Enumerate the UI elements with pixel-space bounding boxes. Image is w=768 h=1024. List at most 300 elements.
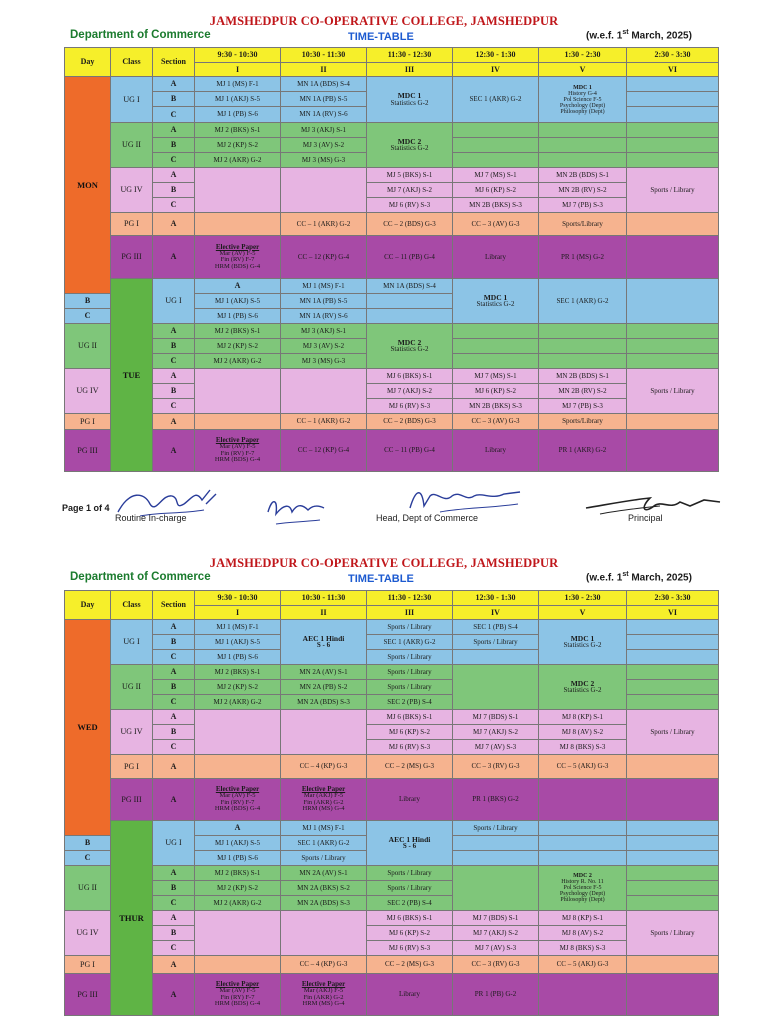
cell-mdc: MDC 1 Statistics G-2 (453, 279, 539, 324)
cell-empty (453, 339, 539, 354)
section-label: C (153, 695, 195, 710)
section-label: B (153, 92, 195, 107)
cell-empty (453, 153, 539, 168)
cell-empty (195, 213, 281, 236)
cell: MJ 8 (KP) S-1 (539, 710, 627, 725)
cell-empty (281, 369, 367, 414)
cell-empty (453, 836, 539, 851)
class-label: UG IV (111, 710, 153, 755)
cell-empty (627, 956, 719, 974)
cell-empty (281, 710, 367, 755)
cell: CC – 2 (MS) G-3 (367, 956, 453, 974)
cell: MJ 6 (KP) S-2 (367, 926, 453, 941)
header-period: III (367, 606, 453, 620)
header-section: Section (153, 48, 195, 77)
cell-empty (539, 974, 627, 1016)
cell: MN 2A (BDS) S-3 (281, 695, 367, 710)
timetable-mon-tue (64, 47, 719, 472)
cell: Sports / Library (367, 650, 453, 665)
section-label: C (153, 153, 195, 168)
cell: MJ 1 (AKJ) S-5 (195, 635, 281, 650)
cell-empty (627, 213, 719, 236)
class-label: PG III (65, 430, 111, 472)
cell-empty (627, 680, 719, 695)
section-label: B (65, 836, 111, 851)
cell-empty (539, 851, 627, 866)
cell: MN 2A (AV) S-1 (281, 866, 367, 881)
cell-sec: SEC 1 (AKR) G-2 (539, 279, 627, 324)
cell: MJ 6 (KP) S-2 (453, 384, 539, 399)
cell: CC – 3 (AV) G-3 (453, 414, 539, 430)
header-slot-time: 12:30 - 1:30 (453, 48, 539, 63)
department-name-2: Department of Commerce (70, 571, 211, 583)
cell: SEC 1 (PB) S-4 (453, 620, 539, 635)
cell: MJ 2 (KP) S-2 (195, 339, 281, 354)
cell: MN 2A (BKS) S-2 (281, 881, 367, 896)
cell-elective: Elective Paper Mar (AV) F-5 Fin (RV) F-7 HRM (BDS) G-4 (195, 236, 281, 279)
section-label: B (153, 926, 195, 941)
cell-empty (627, 92, 719, 107)
cell: MJ 6 (RV) S-3 (367, 740, 453, 755)
cell: MJ 7 (PB) S-3 (539, 198, 627, 213)
cell-empty (539, 779, 627, 821)
head-of-department-label: Head, Dept of Commerce (376, 513, 479, 523)
cell: MN 2B (BKS) S-3 (453, 198, 539, 213)
cell-empty (627, 836, 719, 851)
cell-empty (195, 710, 281, 755)
cell: MJ 2 (AKR) G-2 (195, 896, 281, 911)
college-title-2: JAMSHEDPUR CO-OPERATIVE COLLEGE, JAMSHEDPUR (209, 556, 559, 570)
section-label: A (153, 665, 195, 680)
cell-mdc-subjects: MDC 2 History R. No. 11 Pol Science F-5 Psychology (Dept) Philosophy (Dept) (539, 866, 627, 911)
cell: CC – 5 (AKJ) G-3 (539, 755, 627, 779)
principal-label: Principal (628, 513, 663, 523)
cell-empty (627, 896, 719, 911)
cell-mdc: MDC 2 Statistics G-2 (367, 324, 453, 369)
class-label: UG II (65, 324, 111, 369)
cell-empty (281, 168, 367, 213)
cell-empty (627, 236, 719, 279)
header-period: III (367, 63, 453, 77)
cell-empty (627, 153, 719, 168)
section-label: A (153, 213, 195, 236)
timetable-wed-thu (64, 590, 719, 1016)
cell: MJ 8 (BKS) S-3 (539, 740, 627, 755)
section-label: A (153, 324, 195, 339)
cell: Library (367, 779, 453, 821)
cell: MJ 1 (MS) F-1 (195, 620, 281, 635)
cell: MJ 7 (BDS) S-1 (453, 710, 539, 725)
cell-empty (195, 414, 281, 430)
header-slot-time: 1:30 - 2:30 (539, 591, 627, 606)
cell-elective: Elective Paper Mar (AV) F-5 Fin (RV) F-7 HRM (BDS) G-4 (195, 430, 281, 472)
cell: CC – 11 (PB) G-4 (367, 236, 453, 279)
cell-empty (627, 138, 719, 153)
cell: CC – 5 (AKJ) G-3 (539, 956, 627, 974)
class-label: PG III (65, 974, 111, 1016)
cell: CC – 12 (KP) G-4 (281, 430, 367, 472)
routine-incharge-label: Routine In-charge (115, 513, 187, 523)
cell: Sports / Library (453, 635, 539, 650)
cell: MN 2A (PB) S-2 (281, 680, 367, 695)
section-label: B (153, 680, 195, 695)
cell-empty (627, 974, 719, 1016)
header-period: II (281, 63, 367, 77)
cell: CC – 11 (PB) G-4 (367, 430, 453, 472)
cell: MN 2B (BKS) S-3 (453, 399, 539, 414)
cell: CC – 2 (BDS) G-3 (367, 414, 453, 430)
day-label-tue: TUE (111, 279, 153, 472)
section-label: C (153, 650, 195, 665)
cell: MJ 6 (RV) S-3 (367, 941, 453, 956)
cell: CC – 4 (KP) G-3 (281, 755, 367, 779)
cell-empty (627, 77, 719, 92)
page-number: Page 1 of 4 (62, 503, 110, 513)
cell-empty (627, 851, 719, 866)
section-label: C (65, 851, 111, 866)
cell-sports: Sports / Library (627, 168, 719, 213)
cell-empty (627, 107, 719, 123)
section-label: A (153, 866, 195, 881)
cell-mdc: MDC 1 Statistics G-2 (367, 77, 453, 123)
cell: MJ 3 (AV) S-2 (281, 138, 367, 153)
cell: Sports/Library (539, 213, 627, 236)
cell: MJ 3 (AKJ) S-1 (281, 123, 367, 138)
cell: MN 2A (AV) S-1 (281, 665, 367, 680)
header-period: I (195, 63, 281, 77)
cell: CC – 3 (AV) G-3 (453, 213, 539, 236)
college-title-1: JAMSHEDPUR CO-OPERATIVE COLLEGE, JAMSHEDPUR (209, 14, 559, 28)
cell: MJ 7 (AKJ) S-2 (453, 725, 539, 740)
section-label: A (153, 779, 195, 821)
class-label: PG I (111, 755, 153, 779)
cell-mdc: MDC 1 Statistics G-2 (539, 620, 627, 665)
cell: CC – 12 (KP) G-4 (281, 236, 367, 279)
section-label: B (153, 138, 195, 153)
section-label: C (65, 309, 111, 324)
cell-mdc-subjects: MDC 1 History G-4 Pol Science F-5 Psychology (Dept) Philosophy (Dept) (539, 77, 627, 123)
cell: MJ 3 (AV) S-2 (281, 339, 367, 354)
header-slot-time: 9:30 - 10:30 (195, 48, 281, 63)
cell: MJ 7 (AKJ) S-2 (367, 183, 453, 198)
cell: MJ 2 (KP) S-2 (195, 881, 281, 896)
section-label: C (153, 198, 195, 213)
cell: MJ 2 (BKS) S-1 (195, 866, 281, 881)
header-period: V (539, 606, 627, 620)
cell: MJ 2 (AKR) G-2 (195, 354, 281, 369)
cell-sports: Sports / Library (627, 369, 719, 414)
cell: MJ 1 (AKJ) S-5 (195, 836, 281, 851)
section-label: A (153, 369, 195, 384)
section-label: A (153, 755, 195, 779)
day-label-thu: THUR (111, 821, 153, 1016)
day-label-wed: WED (65, 620, 111, 836)
section-label: A (153, 911, 195, 926)
header-class: Class (111, 48, 153, 77)
cell: MJ 6 (BKS) S-1 (367, 911, 453, 926)
cell: MJ 6 (KP) S-2 (453, 183, 539, 198)
header-class: Class (111, 591, 153, 620)
cell-empty (539, 123, 627, 138)
cell: CC – 1 (AKR) G-2 (281, 213, 367, 236)
cell-empty (627, 414, 719, 430)
header-slot-time: 1:30 - 2:30 (539, 48, 627, 63)
cell-empty (627, 635, 719, 650)
cell-empty (627, 123, 719, 138)
class-label: PG I (65, 956, 111, 974)
cell: Sports / Library (367, 665, 453, 680)
wef-date-1: (w.e.f. 1st March, 2025) (586, 29, 692, 42)
cell: CC – 4 (KP) G-3 (281, 956, 367, 974)
cell: SEC 1 (AKR) G-2 (367, 635, 453, 650)
section-label: B (153, 881, 195, 896)
cell-empty (453, 354, 539, 369)
cell: Library (367, 974, 453, 1016)
cell: MJ 3 (MS) G-3 (281, 153, 367, 168)
cell: MN 2B (BDS) S-1 (539, 369, 627, 384)
cell: SEC 2 (PB) S-4 (367, 896, 453, 911)
cell-empty (453, 123, 539, 138)
cell-empty (195, 755, 281, 779)
cell: MN 2B (RV) S-2 (539, 384, 627, 399)
section-label: A (153, 620, 195, 635)
section-label: C (153, 354, 195, 369)
cell: Sports/Library (539, 414, 627, 430)
wef-date-2: (w.e.f. 1st March, 2025) (586, 571, 692, 584)
cell: MJ 2 (BKS) S-1 (195, 665, 281, 680)
cell-empty (627, 695, 719, 710)
cell-empty (627, 821, 719, 836)
cell: MJ 7 (MS) S-1 (453, 168, 539, 183)
section-label: A (153, 710, 195, 725)
cell-empty (539, 324, 627, 339)
cell: MJ 6 (KP) S-2 (367, 725, 453, 740)
cell-empty (539, 153, 627, 168)
section-label: A (153, 430, 195, 472)
class-label: UG IV (65, 911, 111, 956)
class-label: UG II (65, 866, 111, 911)
cell: MJ 2 (KP) S-2 (195, 138, 281, 153)
cell: MJ 1 (MS) F-1 (281, 279, 367, 294)
header-period: VI (627, 606, 719, 620)
section-label: B (153, 384, 195, 399)
cell-empty (627, 354, 719, 369)
class-label: PG III (111, 779, 153, 821)
timetable-label-1: TIME-TABLE (348, 31, 414, 43)
section-label: A (153, 236, 195, 279)
header-period: V (539, 63, 627, 77)
section-label: B (153, 635, 195, 650)
cell: SEC 2 (PB) S-4 (367, 695, 453, 710)
cell: PR 1 (PB) G-2 (453, 974, 539, 1016)
cell-empty (539, 138, 627, 153)
header-section: Section (153, 591, 195, 620)
class-label: UG II (111, 123, 153, 168)
cell: MJ 1 (MS) F-1 (195, 77, 281, 92)
class-label: UG I (153, 821, 195, 866)
cell: MJ 2 (KP) S-2 (195, 680, 281, 695)
section-label: A (195, 821, 281, 836)
cell: MJ 7 (AV) S-3 (453, 740, 539, 755)
cell-empty (453, 851, 539, 866)
cell: Sports / Library (281, 851, 367, 866)
header-slot-time: 11:30 - 12:30 (367, 591, 453, 606)
cell-empty (627, 881, 719, 896)
cell: MJ 8 (KP) S-1 (539, 911, 627, 926)
cell: MN 1A (RV) S-6 (281, 309, 367, 324)
class-label: UG I (111, 77, 153, 123)
cell: MN 2A (BDS) S-3 (281, 896, 367, 911)
cell: Sports / Library (367, 680, 453, 695)
cell: MN 1A (BDS) S-4 (281, 77, 367, 92)
cell-empty (281, 911, 367, 956)
cell: PR 1 (AKR) G-2 (539, 430, 627, 472)
cell: Sports / Library (367, 866, 453, 881)
header-slot-time: 11:30 - 12:30 (367, 48, 453, 63)
cell-empty (195, 168, 281, 213)
cell: MJ 2 (AKR) G-2 (195, 153, 281, 168)
section-label: B (153, 725, 195, 740)
header-period: I (195, 606, 281, 620)
class-label: UG II (111, 665, 153, 710)
cell: MJ 2 (AKR) G-2 (195, 695, 281, 710)
cell: MJ 8 (AV) S-2 (539, 926, 627, 941)
header-period: IV (453, 606, 539, 620)
cell-empty (195, 956, 281, 974)
cell: MJ 2 (BKS) S-1 (195, 123, 281, 138)
cell: CC – 2 (BDS) G-3 (367, 213, 453, 236)
cell: PR 1 (MS) G-2 (539, 236, 627, 279)
cell: Sports / Library (367, 620, 453, 635)
cell-empty (453, 866, 539, 911)
cell: MJ 1 (PB) S-6 (195, 851, 281, 866)
cell-empty (539, 354, 627, 369)
section-label: A (153, 77, 195, 92)
cell-empty (453, 665, 539, 710)
cell-empty (539, 339, 627, 354)
cell-empty (453, 650, 539, 665)
cell-empty (627, 755, 719, 779)
cell: MJ 6 (BKS) S-1 (367, 369, 453, 384)
cell: MJ 3 (AKJ) S-1 (281, 324, 367, 339)
cell: MJ 7 (PB) S-3 (539, 399, 627, 414)
cell-empty (195, 911, 281, 956)
section-label: C (153, 740, 195, 755)
cell-empty (453, 324, 539, 339)
class-label: UG I (111, 620, 153, 665)
class-label: PG I (65, 414, 111, 430)
timetable-label-2: TIME-TABLE (348, 573, 414, 585)
cell: MJ 8 (BKS) S-3 (539, 941, 627, 956)
class-label: PG I (111, 213, 153, 236)
class-label: UG IV (111, 168, 153, 213)
cell-elective: Elective Paper Mar (AKJ) F-5 Fin (AKR) G-2 HRM (MS) G-4 (281, 779, 367, 821)
section-label: A (153, 168, 195, 183)
cell: MJ 2 (BKS) S-1 (195, 324, 281, 339)
cell-empty (627, 279, 719, 324)
cell: MJ 7 (AKJ) S-2 (453, 926, 539, 941)
cell-sports: Sports / Library (627, 710, 719, 755)
header-slot-time: 10:30 - 11:30 (281, 591, 367, 606)
cell: MJ 1 (AKJ) S-5 (195, 92, 281, 107)
cell: PR 1 (BKS) G-2 (453, 779, 539, 821)
cell-empty (539, 821, 627, 836)
cell-empty (453, 138, 539, 153)
cell: CC – 3 (RV) G-3 (453, 956, 539, 974)
cell: MN 1A (PB) S-5 (281, 92, 367, 107)
cell-aec: AEC 1 Hindi S - 6 (281, 620, 367, 665)
cell: Library (453, 236, 539, 279)
cell: MJ 1 (MS) F-1 (281, 821, 367, 836)
header-period: IV (453, 63, 539, 77)
section-label: C (153, 941, 195, 956)
cell-empty (539, 836, 627, 851)
cell-empty (627, 620, 719, 635)
cell: MJ 1 (PB) S-6 (195, 650, 281, 665)
cell-empty (367, 309, 453, 324)
section-label: C (153, 399, 195, 414)
cell: Library (453, 430, 539, 472)
cell: MJ 7 (BDS) S-1 (453, 911, 539, 926)
cell: MJ 1 (PB) S-6 (195, 107, 281, 123)
cell: MJ 6 (RV) S-3 (367, 198, 453, 213)
header-period: VI (627, 63, 719, 77)
cell: SEC 1 (AKR) G-2 (281, 836, 367, 851)
cell: MJ 6 (RV) S-3 (367, 399, 453, 414)
cell-elective: Elective Paper Mar (AV) F-5 Fin (RV) F-7 HRM (BDS) G-4 (195, 779, 281, 821)
cell-aec: AEC 1 Hindi S - 6 (367, 821, 453, 866)
header-slot-time: 2:30 - 3:30 (627, 48, 719, 63)
header-slot-time: 12:30 - 1:30 (453, 591, 539, 606)
signature-second (262, 492, 332, 532)
header-slot-time: 10:30 - 11:30 (281, 48, 367, 63)
section-label: C (153, 107, 195, 123)
class-label: PG III (111, 236, 153, 279)
cell-empty (195, 369, 281, 414)
header-day: Day (65, 591, 111, 620)
cell: MN 1A (RV) S-6 (281, 107, 367, 123)
class-label: UG IV (65, 369, 111, 414)
cell-empty (627, 665, 719, 680)
cell: MN 1A (BDS) S-4 (367, 279, 453, 294)
cell: MN 2B (BDS) S-1 (539, 168, 627, 183)
cell-empty (627, 650, 719, 665)
cell: MJ 7 (AKJ) S-2 (367, 384, 453, 399)
section-label: A (153, 414, 195, 430)
cell: CC – 2 (MS) G-3 (367, 755, 453, 779)
cell-empty (627, 866, 719, 881)
class-label: UG I (153, 279, 195, 324)
section-label: A (195, 279, 281, 294)
header-period: II (281, 606, 367, 620)
cell: MN 2B (RV) S-2 (539, 183, 627, 198)
cell-empty (367, 294, 453, 309)
cell: MJ 7 (AV) S-3 (453, 941, 539, 956)
header-day: Day (65, 48, 111, 77)
section-label: C (153, 896, 195, 911)
section-label: B (153, 339, 195, 354)
section-label: B (65, 294, 111, 309)
cell-mdc: MDC 2 Statistics G-2 (367, 123, 453, 168)
header-slot-time: 9:30 - 10:30 (195, 591, 281, 606)
cell: MJ 3 (MS) G-3 (281, 354, 367, 369)
section-label: B (153, 183, 195, 198)
section-label: A (153, 956, 195, 974)
cell: MJ 7 (MS) S-1 (453, 369, 539, 384)
cell-sec: SEC 1 (AKR) G-2 (453, 77, 539, 123)
section-label: A (153, 974, 195, 1016)
cell-empty (627, 430, 719, 472)
